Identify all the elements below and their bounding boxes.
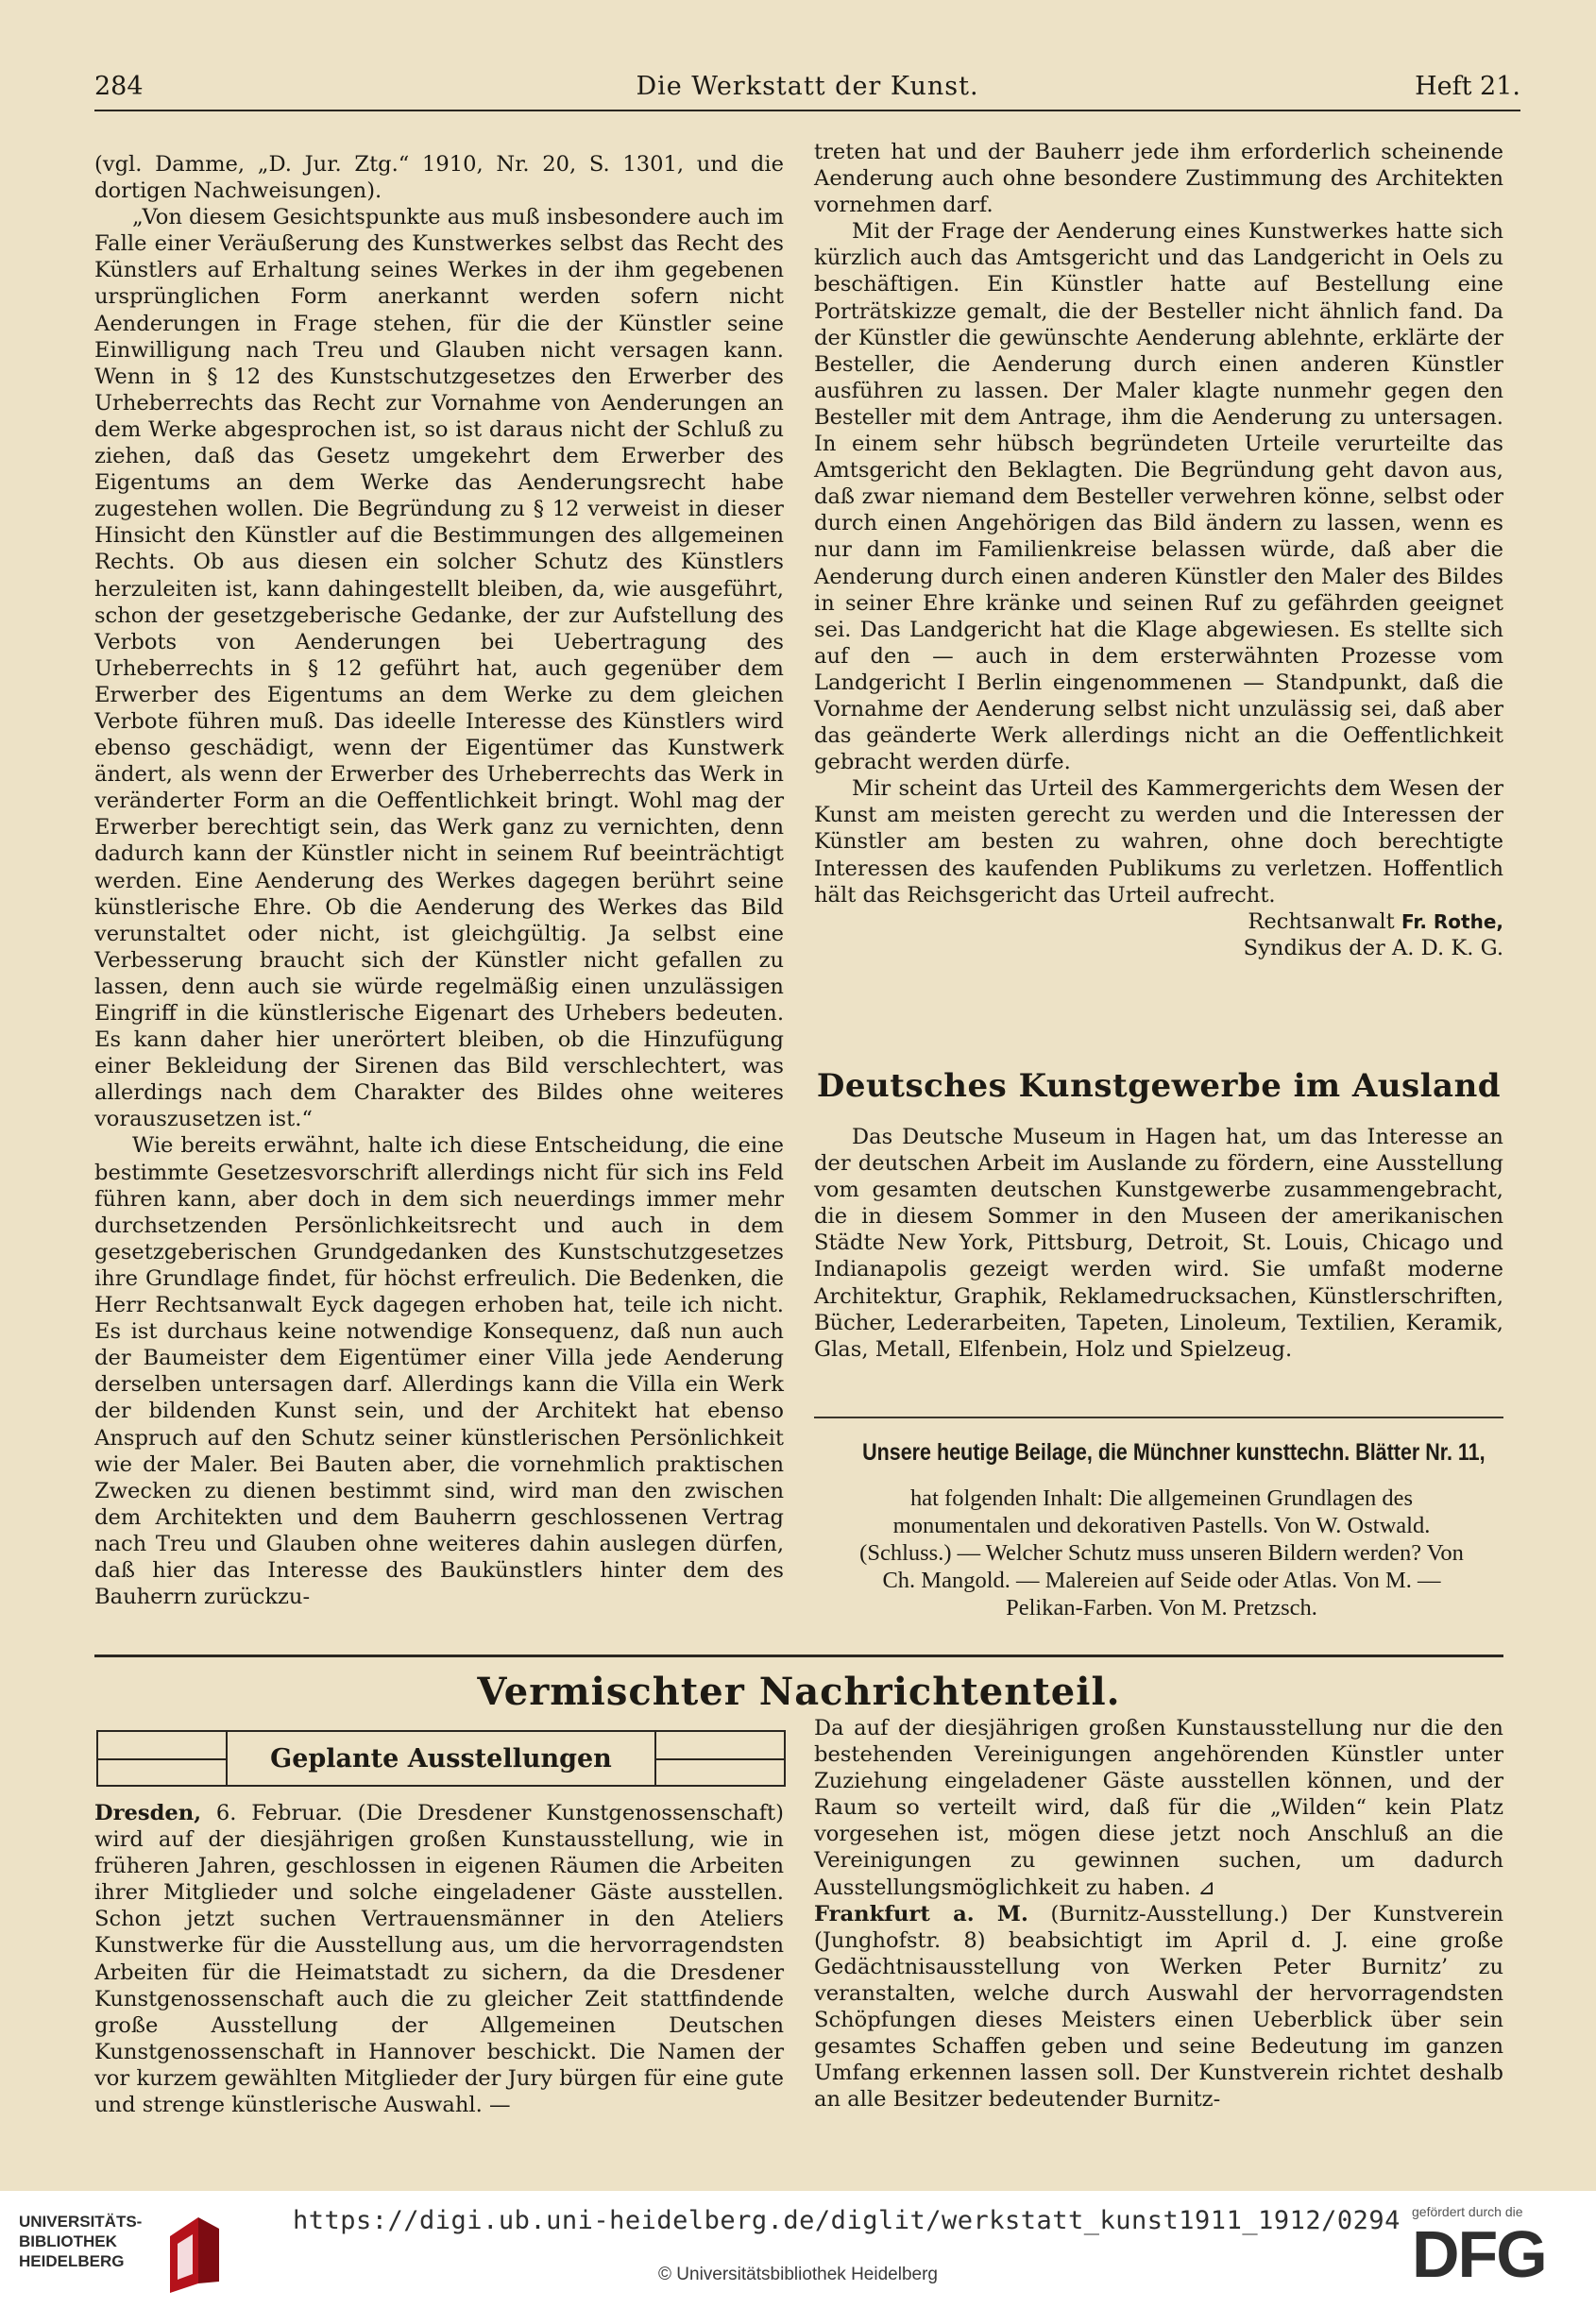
divider (94, 1655, 1503, 1657)
supplement-contents: hat folgenden Inhalt: Die allgemeinen Grundlagen des monumentalen und dekorativen Pastells. Von W. Ostwald. (Schluss.) — Welcher Schutz muss unseren Bildern werden? Von Ch. Mangold. — Malereien auf Seide oder Atlas. Von M. — Pelikan-Farben. Von M. Pretzsch. (859, 1485, 1464, 1621)
paragraph: Wie bereits erwähnt, halte ich diese Entscheidung, die eine bestimmte Gesetzesvorschrift allerdings nicht für sich ins Feld führen kann, aber doch in dem sich neuerdings immer mehr durchsetzenden Persönlichkeitsrecht und auch in dem gesetzgeberischen Grundgedanken des Kunstschutzgesetzes ihre Grundlage findet, für höchst erfreulich. Die Bedenken, die Herr Rechtsanwalt Eyck dagegen erhoben hat, teile ich nicht. Es ist durchaus keine notwendige Konsequenz, daß nun auch der Baumeister dem Eigentümer einer Villa jede Aenderung derselben untersagen darf. Allerdings kann die Villa ein Werk der bildenden Kunst sein, und der Architekt hat ebenso Anspruch auf den Schutz seiner künstlerischen Persönlichkeit wie der Maler. Bei Bauten aber, die vornehmlich praktischen Zwecken zu dienen bestimmt sind, wird man den zwischen dem Architekten und dem Bauherrn geschlossenen Vertrag nach Treu und Glauben ohne weiteres dahin auslegen dürfen, daß hier das Interesse des Baukünstlers hinter dem des Bauherrn zurückzu- (94, 1133, 784, 1610)
column-left-bottom (94, 1800, 784, 2118)
place-name: Dresden, (94, 1801, 202, 1825)
section-heading-ausland: Deutsches Kunstgewerbe im Ausland (816, 1067, 1502, 1105)
column-left-top (94, 151, 784, 1610)
paragraph: Dresden, 6. Februar. (Die Dresdener Kunstgenossenschaft) wird auf der diesjährigen großen Kunstausstellung, wie in früheren Jahren, geschlossen in eigenen Räumen die Arbeiten ihrer Mitglieder und solche eingeladener Gäste ausstellen. Schon jetzt suchen Vertrauensmänner in den Ateliers Kunstwerke für die Ausstellung aus, um die hervorragendsten Arbeiten für die Heimatstadt zu sichern, da die Dresdener Kunstgenossenschaft auch die zu gleicher Zeit stattfindende große Ausstellung der Allgemeinen Deutschen Kunstgenossenschaft in Hannover beschickt. Die Namen der vor kurzem gewählten Mitglieder der Jury bürgen für eine gute und strenge künstlerische Auswahl. — (94, 1801, 784, 2118)
paragraph: Frankfurt a. M. (Burnitz-Ausstellung.) Der Kunstverein (Junghofstr. 8) beabsichtigt im April d. J. eine große Gedächtnisausstellung von Werken Peter Burnitz’ zu veranstalten, welche durch Auswahl der hervorragendsten Schöpfungen dieses Meisters einen Ueberblick über sein gesamtes Schaffen geben und seine Bedeutung im ganzen Umfang erkennen lassen soll. Der Kunstverein richtet deshalb an alle Besitzer bedeutender Burnitz- (814, 1901, 1503, 2113)
ornament-line (98, 1758, 226, 1760)
paragraph: Mit der Frage der Aenderung eines Kunstwerkes hatte sich kürzlich auch das Amtsgericht und das Landgericht in Oels zu beschäftigen. Ein Künstler hatte auf Bestellung eine Porträtskizze gemalt, die der Besteller nicht ähnlich fand. Da der Künstler die gewünschte Aenderung ablehnte, erklärte der Besteller, die Aenderung durch einen anderen Künstler ausführen zu lassen. Der Maler klagte nunmehr gegen den Besteller mit dem Antrage, ihm die Aenderung zu untersagen. In einem sehr hübsch begründeten Urteile verurteilte das Amtsgericht den Beklagten. Die Begründung geht davon aus, daß zwar niemand dem Besteller verwehren könne, selbst oder durch einen Angehörigen das Bild ändern zu lassen, wenn es nur dann im Familienkreise belassen würde, daß aber die Aenderung durch einen anderen Künstler den Maler des Bildes in seiner Ehre kränke und seinen Ruf zu gefährden geeignet sei. Das Landgericht hat die Klage abgewiesen. Es stellte sich auf den — auch in dem ersterwähnten Prozesse vom Landgericht I Berlin eingenommenen — Standpunkt, daß die Vornahme der Aenderung selbst nicht unzulässig sei, daß aber das geänderte Werk allerdings nicht an die Oeffentlichkeit gebracht werden dürfe. (814, 219, 1503, 775)
place-name: Frankfurt a. M. (814, 1901, 1028, 1926)
permalink-url[interactable]: https://digi.ub.uni-heidelberg.de/diglit/werkstatt_kunst1911_1912/0294 (293, 2206, 1401, 2235)
divider (814, 1417, 1503, 1418)
paragraph: Mir scheint das Urteil des Kammergerichts dem Wesen der Kunst am meisten gerecht zu werden und die Interessen der Künstler am besten zu wahren, ohne doch berechtigte Interessen des kaufenden Publikums zu verletzen. Hoffentlich hält das Reichsgericht das Urteil aufrecht. (814, 776, 1503, 908)
boxed-heading-title: Geplante Ausstellungen (226, 1732, 656, 1785)
copyright-notice: © Universitätsbibliothek Heidelberg (658, 2265, 938, 2284)
section-body-ausland (814, 1124, 1503, 1363)
dfg-logo[interactable]: DFG (1412, 2217, 1546, 2291)
column-right-top (814, 139, 1503, 961)
paragraph: „Von diesem Gesichtspunkte aus muß insbesondere auch im Falle einer Veräußerung des Kunstwerkes selbst das Recht des Künstlers auf Erhaltung seines Werkes in der ihm gegebenen ursprünglichen Form anerkannt werden sofern nicht Aenderungen in Frage stehen, für die der Künstler seine Einwilligung nach Treu und Glauben nicht versagen kann. Wenn in § 12 des Kunstschutzgesetzes den Erwerber des Urheberrechts das Recht zur Vornahme von Aenderungen an dem Werke abgesprochen ist, so ist daraus nicht der Schluß zu ziehen, daß das Gesetz umgekehrt dem Erwerber des Eigentums an dem Werke das Aenderungsrecht habe zugestehen wollen. Die Begründung zu § 12 verweist in dieser Hinsicht den Künstler auf die Bestimmungen des allgemeinen Rechts. Ob aus diesen ein solcher Schutz des Künstlers herzuleiten ist, kann dahingestellt bleiben, da, wie ausgeführt, schon der gesetzgeberische Gedanke, der zur Aufstellung des Verbots von Aenderungen bei Uebertragung des Urheberrechts in § 12 geführt hat, auch gegenüber dem Erwerber des Eigentums an dem Werke zu dem gleichen Verbote führen muß. Das ideelle Interesse des Künstlers wird ebenso geschädigt, wenn der Eigentümer das Kunstwerk ändert, als wenn der Erwerber des Urheberrechts das Werk in veränderter Form an die Oeffentlichkeit bringt. Wohl mag der Erwerber berechtigt sein, das Werk ganz zu vernichten, denn dadurch kann der Künstler nicht in seinem Ruf beeinträchtigt werden. Eine Aenderung des Werkes dagegen berührt seine künstlerische Ehre. Ob die Aenderung des Werkes das Bild verunstaltet oder nicht, ist gleichgültig. Ja selbst eine Verbesserung braucht sich der Künstler nicht gefallen zu lassen, denn auch sie würde regelmäßig einen unzulässigen Eingriff in die künstlerische Eigenart des Urhebers bedeuten. Es kann daher hier unerörtert bleiben, ob die Hinzufügung einer Bekleidung der Sirenen das Bild verschlechtert, was allerdings nach dem Charakter des Bildes ohne weiteres vorauszusetzen ist.“ (94, 205, 784, 1132)
author-signature: Rechtsanwalt Fr. Rothe, (1248, 908, 1503, 934)
paragraph: (vgl. Damme, „D. Jur. Ztg.“ 1910, Nr. 20, S. 1301, und die dortigen Nachweisungen). (94, 152, 784, 204)
paragraph: Da auf der diesjährigen großen Kunstausstellung nur die den bestehenden Vereinigungen angehörenden Künstler unter Zuziehung eingeladener Gäste ausstellen können, und der Raum so verteilt wird, daß für die „Wilden“ kein Platz vorgesehen ist, mögen diese jetzt noch Anschluß an die Vereinigungen zu gewinnen suchen, um dadurch Ausstellungsmöglichkeit zu haben. ⊿ (814, 1716, 1503, 1900)
paragraph: treten hat und der Bauherr jede ihm erforderlich scheinende Aenderung auch ohne besondere Zustimmung des Architekten vornehmen darf. (814, 140, 1503, 218)
section-end-mark: ⊿ (1197, 1875, 1216, 1900)
page-number: 284 (94, 72, 144, 101)
author-title: Syndikus der A. D. K. G. (1243, 935, 1503, 960)
supplement-heading: Unsere heutige Beilage, die Münchner kunsttechn. Blätter Nr. 11, (862, 1439, 1486, 1466)
journal-title: Die Werkstatt der Kunst. (636, 72, 979, 101)
ornament-line (656, 1758, 784, 1760)
section-heading-vermischter: Vermischter Nachrichtenteil. (477, 1670, 1121, 1714)
paragraph: Das Deutsche Museum in Hagen hat, um das Interesse an der deutschen Arbeit im Auslande zu fördern, eine Ausstellung vom gesamten deutschen Kunstgewerbe zusammengebracht, die in diesem Sommer in den Museen der amerikanischen Städte New York, Pittsburg, Detroit, St. Louis, Chicago und Indianapolis gezeigt werden wird. Sie umfaßt moderne Architektur, Graphik, Reklamedrucksachen, Künstlerschriften, Bücher, Lederarbeiten, Tapeten, Linoleum, Textilien, Keramik, Glas, Metall, Elfenbein, Holz und Spielzeug. (814, 1125, 1503, 1362)
viewer-footer (0, 2191, 1596, 2308)
boxed-heading (96, 1730, 786, 1787)
column-right-bottom (814, 1715, 1503, 2113)
funder-note: gefördert durch die (1412, 2204, 1523, 2219)
issue-number: Heft 21. (1415, 72, 1520, 101)
running-header (94, 68, 1520, 111)
institution-name: UNIVERSITÄTS- BIBLIOTHEK HEIDELBERG (19, 2213, 143, 2270)
